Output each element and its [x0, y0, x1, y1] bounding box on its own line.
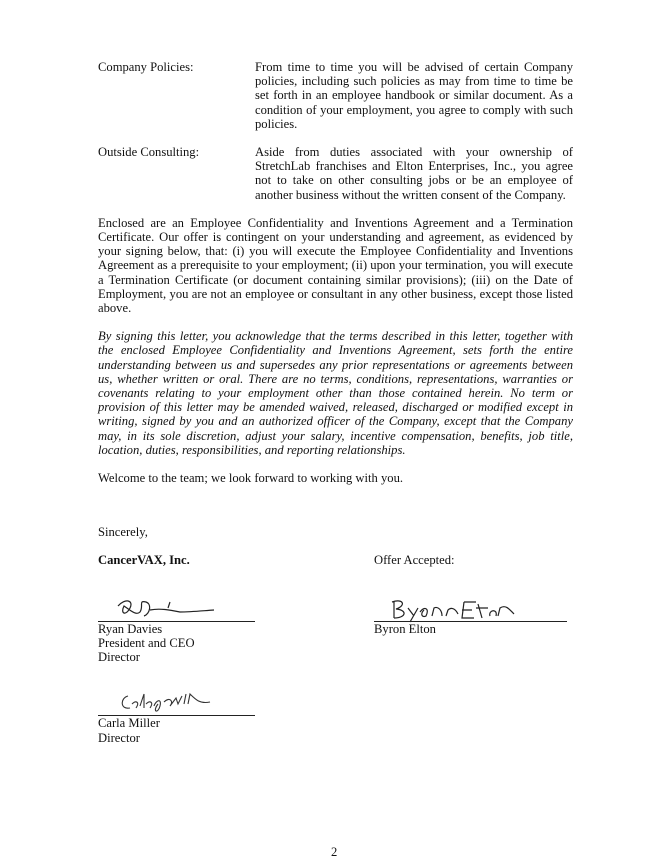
- company-signature-block: [98, 553, 374, 664]
- carla-signature-line: [98, 715, 255, 716]
- byron-elton-signature: [390, 596, 520, 622]
- carla-signature-block: [98, 676, 573, 744]
- acknowledgement-paragraph: By signing this letter, you acknowledge that the terms described in this letter, together with the enclosed Employee Confidentiality and Inventions Agreement, sets forth the entire understanding between us and supersedes any prior representations or agreements between us, whether written or oral. There are no terms, conditions, representations, warranties or covenants relating to your employment other than those contained herein. No term or provision of this letter may be amended waived, released, discharged or modified except in writing, signed by you and an authorized officer of the Company, except that the Company may, in its sole discretion, adjust your salary, incentive compensation, benefits, job title, location, duties, responsibilities, and reporting relationships.: [98, 329, 573, 457]
- carla-miller-signature: [118, 688, 213, 714]
- page-number: 2: [331, 845, 338, 859]
- byron-signature-line: [374, 621, 567, 622]
- carla-title: Director: [98, 730, 140, 745]
- byron-signature-area: [374, 568, 455, 622]
- ryan-signature-area: [98, 568, 374, 622]
- offer-accepted-label: Offer Accepted:: [374, 553, 455, 568]
- closing: Sincerely,: [98, 525, 148, 540]
- outside-consulting-text: Aside from duties associated with your ownership of StretchLab franchises and Elton Enterprises, Inc., you agree not to take on other consulting jobs or be an employee of another business without the written consent of the Company.: [255, 145, 573, 202]
- ryan-title: President and CEO: [98, 635, 195, 650]
- ryan-signature-line: [98, 621, 255, 622]
- company-name: CancerVAX, Inc.: [98, 553, 190, 568]
- acceptance-signature-block: [374, 553, 455, 664]
- signature-row: [98, 553, 573, 664]
- enclosed-paragraph: Enclosed are an Employee Confidentiality and Inventions Agreement and a Termination Certificate. Our offer is contingent on your understanding and agreement, as evidenced by your signing below, that: (i) you will execute the Employee Confidentiality and Inventions Agreement as a prerequisite to your employment; (ii) upon your termination, you will execute a Termination Certificate (or document containing similar provisions); (iii) on the Date of Employment, you are not an employee or consultant in any other business, except those listed above.: [98, 215, 573, 316]
- outside-consulting-label: Outside Consulting:: [98, 145, 200, 160]
- ryan-name: Ryan Davies: [98, 621, 163, 636]
- byron-name: Byron Elton: [374, 621, 436, 636]
- ryan-davies-signature: [110, 592, 220, 622]
- company-policies-section: [98, 60, 573, 131]
- welcome-paragraph: Welcome to the team; we look forward to working with you.: [98, 471, 404, 486]
- company-policies-text: From time to time you will be advised of certain Company policies, including such policies as may from time to time be set forth in an employee handbook or similar document. As a condition of your employment, you agree to comply with such policies.: [255, 60, 573, 131]
- carla-signature-area: [98, 676, 573, 716]
- carla-name: Carla Miller: [98, 716, 160, 731]
- ryan-title-2: Director: [98, 650, 140, 665]
- company-policies-label: Company Policies:: [98, 60, 194, 74]
- outside-consulting-section: [98, 145, 573, 202]
